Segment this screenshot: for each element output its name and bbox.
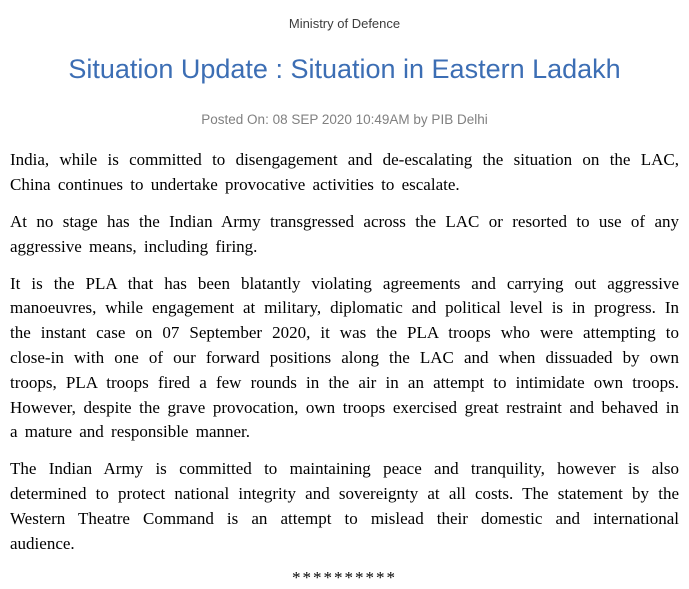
paragraph-1: India, while is committed to disengagement and de-escalating the situation on the LAC, China continues to undertake provocative activities to escalate. [10, 150, 679, 195]
ministry-name: Ministry of Defence [288, 16, 401, 31]
paragraph-3: It is the PLA that has been blatantly violating agreements and carrying out aggressive manoeuvres, while engagement at military, diplomatic and political level is in progress. In the instant case on 07 September 2020, it was the PLA troops who were attempting to close-in with one of our forward positions along the LAC and when dissuaded by own troops, PLA troops fired a few rounds in the air in an attempt to intimidate own troops. However, despite the grave provocation, own troops exercised great restraint and behaved in a mature and responsible manner. [10, 273, 679, 442]
separator-stars: ********** [292, 568, 397, 588]
posted-on-line: Posted On: 08 SEP 2020 10:49AM by PIB Delhi [201, 112, 488, 128]
paragraph-4: The Indian Army is committed to maintaining peace and tranquility, however is also determined to protect national integrity and sovereignty at all costs. The statement by the Western Theatre Command is an attempt to mislead their domestic and international audience. [10, 459, 679, 553]
article-body [10, 148, 679, 556]
page-title: Situation Update : Situation in Eastern Ladakh [68, 54, 621, 84]
paragraph-2: At no stage has the Indian Army transgressed across the LAC or resorted to use of any aggressive means, including firing. [10, 211, 679, 256]
